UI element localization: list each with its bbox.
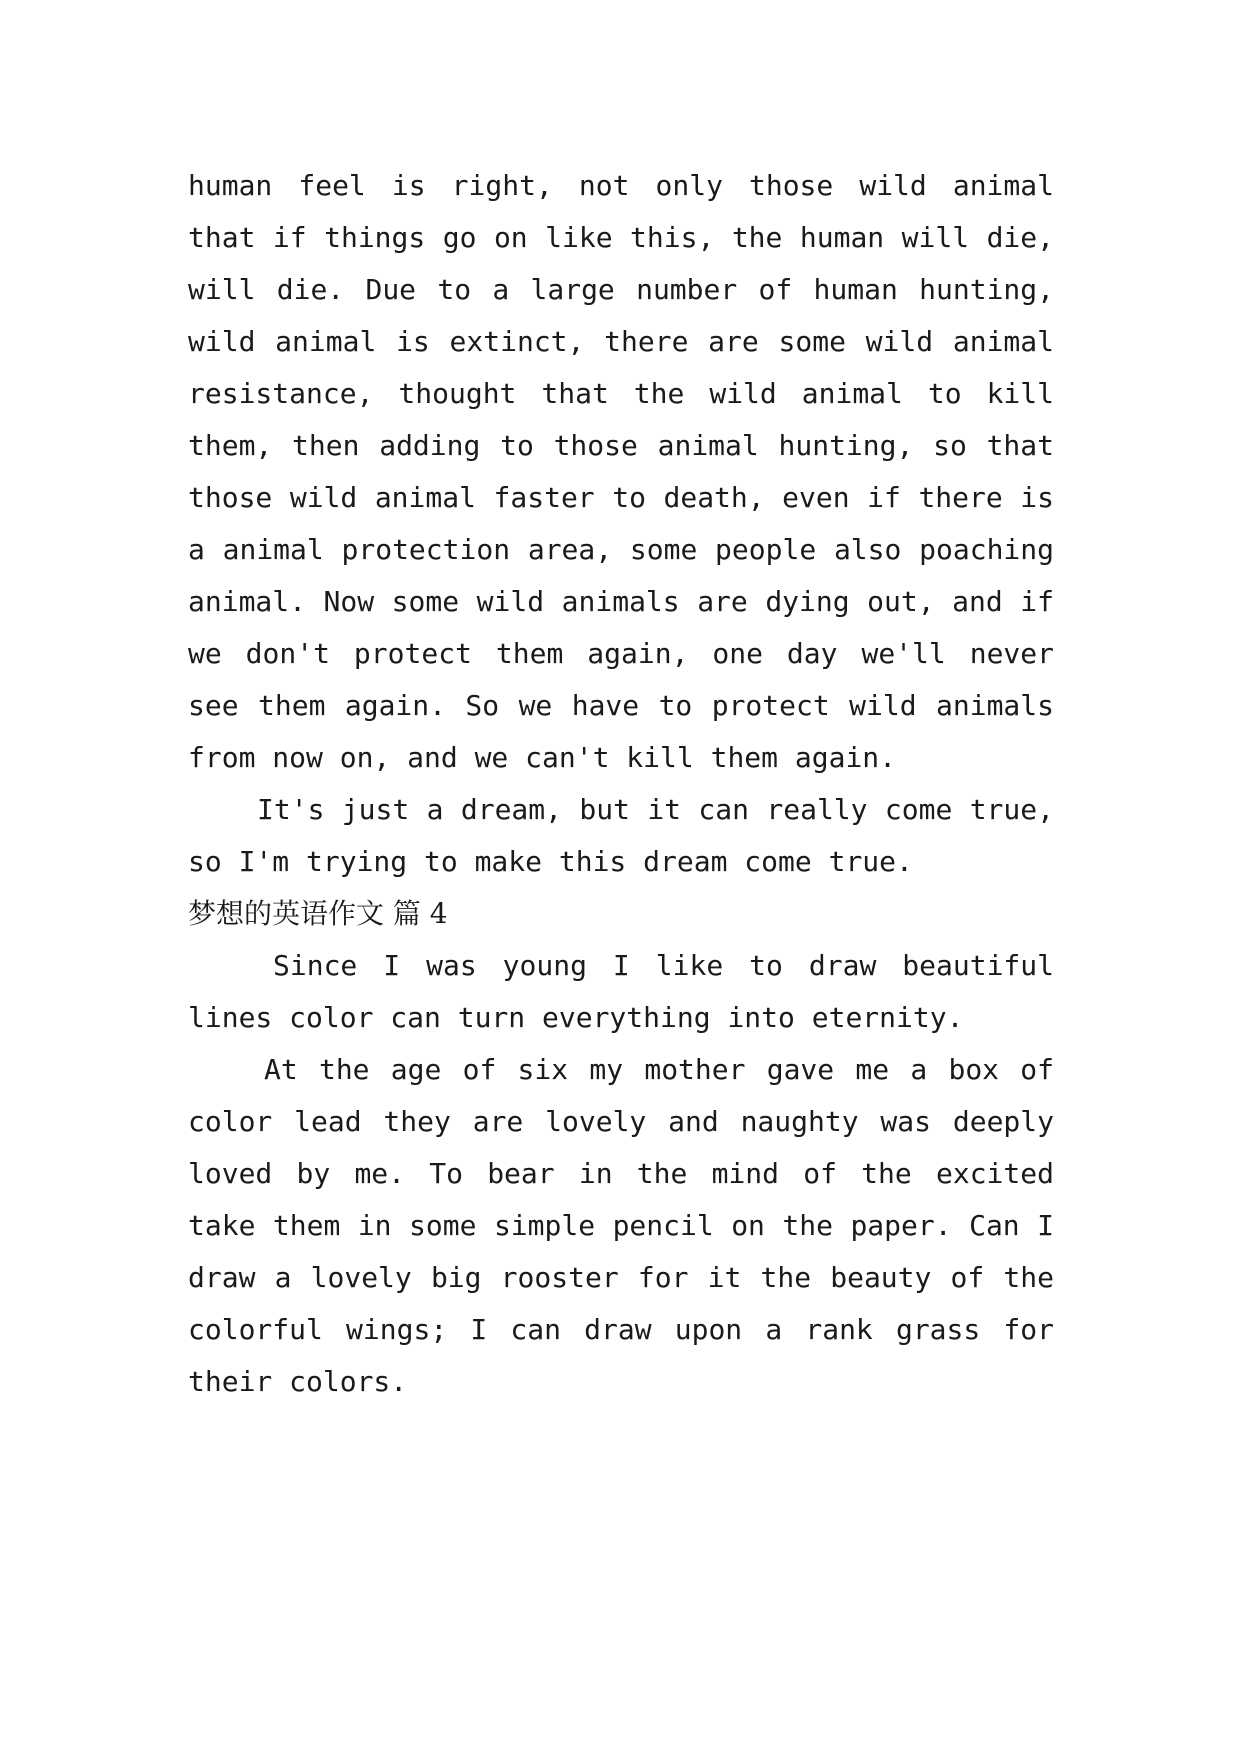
paragraph-line: human feel is right, not only those wild animal [188,169,1054,202]
paragraph-line: so I'm trying to make this dream come true. [188,845,913,878]
paragraph-line: a animal protection area, some people also poaching [188,533,1054,566]
paragraph-line: them, then adding to those animal hunting, so that [188,429,1054,462]
paragraph-line: from now on, and we can't kill them again. [188,741,897,774]
paragraph-line: color lead they are lovely and naughty was deeply [188,1105,1054,1138]
paragraph-line: that if things go on like this, the human will die, [188,221,1054,254]
paragraph-line: draw a lovely big rooster for it the beauty of the [188,1261,1054,1294]
paragraph-line: animal. Now some wild animals are dying out, and if [188,585,1054,618]
section-heading: 梦想的英语作文 篇 4 [188,897,448,930]
paragraph-line: loved by me. To bear in the mind of the excited [188,1157,1054,1190]
paragraph-line: see them again. So we have to protect wild animals [188,689,1054,722]
paragraph-line: colorful wings; I can draw upon a rank grass for [188,1313,1054,1346]
paragraph-line: Since I was young I like to draw beautiful [273,949,1054,982]
paragraph-line: It's just a dream, but it can really come true, [257,793,1054,826]
paragraph-line: those wild animal faster to death, even if there is [188,481,1054,514]
paragraph-line: their colors. [188,1365,408,1398]
paragraph-line: resistance, thought that the wild animal to kill [188,377,1054,410]
paragraph-line: wild animal is extinct, there are some wild animal [188,325,1054,358]
paragraph-line: At the age of six my mother gave me a box of [264,1053,1054,1086]
paragraph-line: will die. Due to a large number of human hunting, [188,273,1054,306]
paragraph-line: take them in some simple pencil on the paper. Can I [188,1209,1054,1242]
paragraph-line: lines color can turn everything into eternity. [188,1001,964,1034]
paragraph-line: we don't protect them again, one day we'll never [188,637,1054,670]
